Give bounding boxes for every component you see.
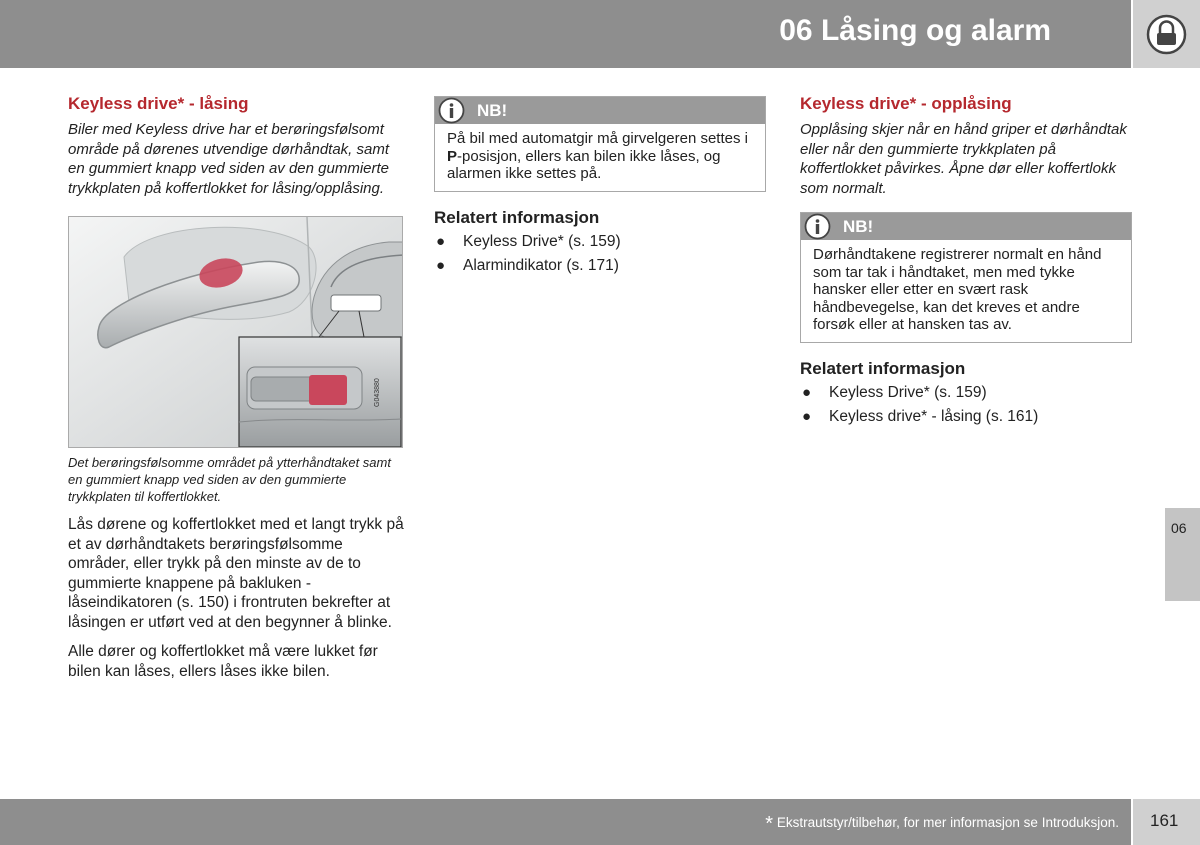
intro-locking: Biler med Keyless drive har et berøringsfølsomt område på dørenes utvendige dørhåndtak, samt en gummiert knapp ved siden av den gummierte trykkplaten på koffertlokket for låsing/opplåsing. <box>68 121 390 197</box>
footer-note <box>765 813 1119 836</box>
note-text-part: På bil med automatgir må girvelgeren settes i <box>447 130 748 147</box>
related-info-list <box>434 230 766 278</box>
bullet-icon: ● <box>802 407 812 425</box>
info-icon <box>804 213 831 240</box>
header-bar <box>0 0 1131 68</box>
note-text: Dørhåndtakene registrerer normalt en hånd som tar tak i håndtaket, men med tykke hansker eller etter en svært rask håndbevegelse, kan det kreves et andre forsøk eller at hansken tas av. <box>813 246 1102 333</box>
related-link[interactable] <box>800 405 1132 429</box>
column-locking <box>68 94 404 681</box>
padlock-icon <box>1146 14 1187 55</box>
note-text-part: -posisjon, ellers kan bilen ikke låses, og alarmen ikke settes på. <box>447 147 721 182</box>
related-link-label: Keyless Drive* (s. 159) <box>829 383 987 401</box>
info-icon <box>438 97 465 124</box>
door-handle-figure <box>68 216 403 448</box>
page-number: 161 <box>1150 811 1179 830</box>
related-link[interactable] <box>800 381 1132 405</box>
bullet-icon: ● <box>436 232 446 250</box>
note-box-gloves <box>800 212 1132 343</box>
related-link-label: Alarmindikator (s. 171) <box>463 256 619 274</box>
footer-star: * <box>765 813 774 835</box>
side-tab-label: 06 <box>1171 520 1187 536</box>
chapter-title: 06 Låsing og alarm <box>779 14 1051 47</box>
note-text-bold: P <box>447 147 458 165</box>
related-link[interactable] <box>434 254 766 278</box>
related-link-label: Keyless drive* - låsing (s. 161) <box>829 407 1039 425</box>
footer-note-text: Ekstrautstyr/tilbehør, for mer informasjon se Introduksjon. <box>776 815 1119 830</box>
intro-unlocking: Opplåsing skjer når en hånd griper et dørhåndtak eller når den gummierte trykkplaten på koffertlokket påvirkes. Åpne dør eller koffertlokk som normalt. <box>800 121 1127 197</box>
related-link-label: Keyless Drive* (s. 159) <box>463 232 621 250</box>
bullet-icon: ● <box>436 256 446 274</box>
note-box-gear <box>434 96 766 192</box>
paragraph-lock-requirements: Alle dører og koffertlokket må være lukket før bilen kan låses, ellers låses ikke bilen. <box>68 643 378 680</box>
related-link[interactable] <box>434 230 766 254</box>
related-info-list <box>800 381 1132 429</box>
door-handle-illustration <box>69 217 403 448</box>
page-number-box <box>1133 799 1200 845</box>
paragraph-lock-instructions: Lås dørene og koffertlokket med et langt trykk på et av dørhåndtakets berøringsfølsomme områder, eller trykk på den minste av de to gummierte knappene på bakluken - låseindikatoren (s. 150) i frontruten bekrefter at låsingen er utført ved at den begynner å blinke. <box>68 516 404 631</box>
figure-caption: Det berøringsfølsomme området på ytterhåndtaket samt en gummiert knapp ved siden av den gummierte trykkplaten til koffertlokket. <box>68 455 391 504</box>
related-info-title: Relatert informasjon <box>434 207 600 227</box>
figure-code: G043880 <box>374 378 381 407</box>
column-unlocking <box>800 94 1132 429</box>
related-info-title: Relatert informasjon <box>800 358 966 378</box>
note-text <box>435 124 765 191</box>
section-heading-unlocking: Keyless drive* - opplåsing <box>800 94 1012 113</box>
note-title: NB! <box>477 101 508 120</box>
chapter-icon-box <box>1133 0 1200 68</box>
section-heading-locking: Keyless drive* - låsing <box>68 94 249 113</box>
footer-bar <box>0 799 1131 845</box>
note-header <box>801 213 1131 240</box>
chapter-side-tab[interactable] <box>1165 508 1200 601</box>
note-title: NB! <box>843 217 874 236</box>
note-header <box>435 97 765 124</box>
bullet-icon: ● <box>802 383 812 401</box>
column-notes <box>434 96 766 278</box>
